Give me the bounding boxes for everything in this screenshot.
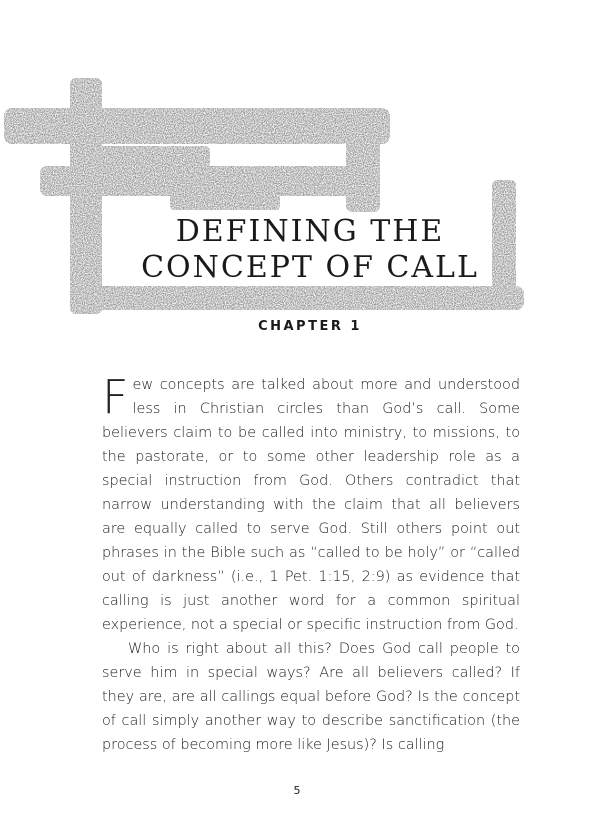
- chapter-title-line-2: CONCEPT OF CALL: [141, 250, 479, 285]
- body-text: [102, 370, 520, 757]
- paragraph-1-text: ew concepts are talked about more and understood less in Christian circles than God’s call. Some believers claim to be called into ministry, to missions, to the pastorate, or to some other leadership role as a special instruction from God. Others contradict that narrow understanding with the claim that all believers are equally called to serve God. Still others point out phrases in the Bible such as “called to be holy” or “called out of darkness” (i.e., 1 Pet. 1:15, 2:9) as evidence that calling is just another word for a common spiritual experience, not a special or specific instruction from God.: [102, 377, 520, 633]
- chapter-label: CHAPTER 1: [258, 319, 362, 334]
- page-number: 5: [293, 784, 301, 797]
- paragraph-2: Who is right about all this? Does God call people to serve him in special ways? Are all believers called? If they are, are all callings equal before God? Is the concept of call simply another way to describe sanctification (the process of becoming more like Jesus)? Is calling: [102, 641, 520, 753]
- paragraph-1: [102, 370, 520, 637]
- chapter-title-line-1: DEFINING THE: [175, 214, 445, 249]
- brush-bottom-horizontal: [72, 286, 524, 310]
- brush-top-horizontal: [4, 108, 390, 144]
- brush-small-box: [170, 186, 280, 210]
- chapter-title: [80, 214, 540, 286]
- drop-cap: F: [102, 370, 129, 424]
- brush-left-upper: [70, 146, 210, 168]
